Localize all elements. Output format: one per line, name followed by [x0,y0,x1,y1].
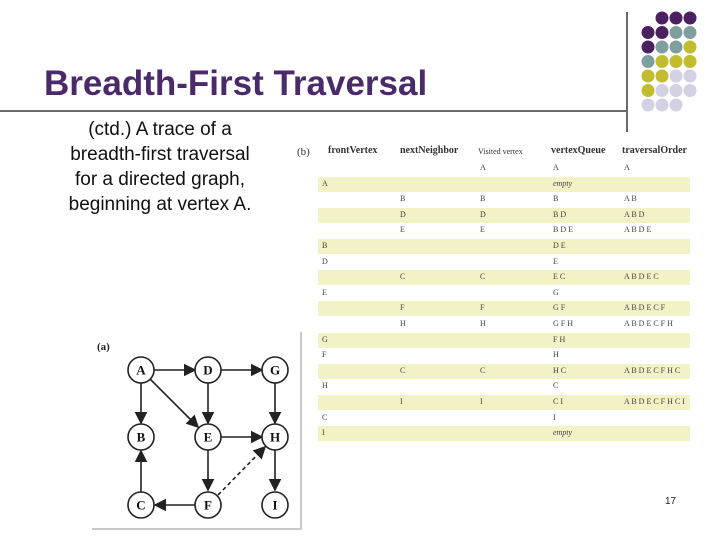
trace-cell-queue: H C [553,365,567,375]
trace-cell-front: C [322,412,328,422]
trace-cell-next: C [400,365,406,375]
graph-node-label: H [269,429,281,445]
trace-cell-visited: H [480,319,486,328]
graph-node-label: F [204,497,212,513]
header-front-vertex: frontVertex [328,145,378,156]
graph-node-label: B [136,429,146,445]
trace-cell-front: D [322,256,328,266]
graph-node-label: G [269,362,281,378]
trace-cell-queue: B D [553,209,567,219]
decorative-dot [642,55,655,68]
trace-cell-next: I [400,397,403,406]
decorative-dot [656,84,669,97]
trace-table-row [318,301,690,316]
trace-table-row [318,379,690,394]
header-vertex-queue: vertexQueue [551,145,606,156]
decorative-dot [656,99,669,112]
page-number: 17 [665,496,677,507]
trace-cell-next: B [400,194,406,204]
trace-table-row [318,395,690,410]
header-traversal-order: traversalOrder [622,145,687,156]
trace-cell-queue: B D E [553,225,573,235]
decorative-dot [684,26,697,39]
decorative-dot [670,26,683,39]
decorative-dot [684,70,697,83]
trace-cell-queue: G F H [553,319,574,328]
trace-cell-queue: G [553,287,559,297]
trace-cell-queue: C [553,381,559,391]
trace-table-row [318,239,690,254]
horizontal-divider [0,110,628,112]
trace-cell-order: A B [624,194,637,204]
decorative-dot [670,70,683,83]
trace-cell-visited: C [480,365,486,375]
decorative-dot [642,41,655,54]
decorative-dot [684,41,697,54]
trace-cell-visited: F [480,303,485,313]
trace-cell-front: E [322,287,327,297]
trace-cell-next: E [400,225,405,235]
trace-cell-front: A [322,178,328,188]
header-visited-vertex: Visited vertex [478,147,523,156]
decorative-dot [656,41,669,54]
trace-cell-visited: E [480,225,485,235]
trace-cell-next: D [400,209,406,219]
trace-cell-queue: B [553,194,559,204]
vertical-divider [626,12,628,132]
trace-cell-queue: G F [553,303,566,313]
trace-table-row [318,364,690,379]
trace-cell-order: A B D [624,209,645,219]
trace-cell-visited: A [480,163,486,172]
trace-cell-queue: A [553,163,559,172]
trace-cell-front: F [322,350,327,360]
slide-body-text: (ctd.) A trace of a breadth-first traversal for a directed graph, beginning at vertex A. [68,119,252,215]
trace-cell-order: A [624,163,630,172]
trace-cell-queue: I [553,412,556,422]
trace-cell-visited: C [480,272,486,282]
decorative-dot [656,12,669,25]
trace-table-row [318,192,690,207]
trace-table-row [318,286,690,301]
trace-cell-order: A B D E C [624,272,659,282]
trace-table-row [318,161,690,176]
graph-node-label: A [136,362,146,378]
decorative-dot [670,99,683,112]
trace-cell-front: G [322,334,328,344]
edge-f-h [218,447,265,495]
trace-table-row [318,348,690,363]
trace-cell-queue: C I [553,397,563,406]
trace-cell-queue: H [553,350,559,360]
trace-table-row [318,411,690,426]
trace-cell-queue: E C [553,272,566,282]
decorative-dot [684,55,697,68]
trace-cell-visited: B [480,194,486,204]
slide-title: Breadth-First Traversal [44,64,428,103]
trace-cell-next: H [400,319,406,328]
trace-cell-order: A B D E C F [624,303,666,313]
graph-node-label: D [203,362,213,378]
trace-cell-next: F [400,303,405,313]
trace-table-row [318,223,690,238]
decorative-dot [670,12,683,25]
decorative-dot-grid [640,10,720,120]
decorative-dot [642,70,655,83]
trace-cell-queue: F H [553,334,566,344]
trace-table-row [318,208,690,223]
graph-node-label: C [136,497,146,513]
decorative-dot [656,55,669,68]
trace-cell-front: I [322,428,325,438]
trace-cell-queue: empty [553,178,573,188]
decorative-dot [656,70,669,83]
trace-table-row [318,177,690,192]
decorative-dot [684,12,697,25]
trace-table-row [318,333,690,348]
header-next-neighbor: nextNeighbor [400,145,459,156]
graph-node-label: I [272,497,278,513]
decorative-dot [656,26,669,39]
trace-cell-front: B [322,241,328,250]
trace-cell-order: A B D E [624,225,652,235]
trace-table-row [318,426,690,441]
trace-cell-queue: E [553,256,558,266]
graph-node-label: E [203,429,213,445]
directed-graph [92,332,300,528]
trace-cell-front: H [322,381,328,391]
decorative-dot [670,84,683,97]
decorative-dot [642,26,655,39]
trace-table-row [318,255,690,270]
trace-cell-order: A B D E C F H C I [624,397,685,406]
trace-cell-queue: empty [553,428,573,438]
decorative-dot [684,84,697,97]
trace-table-row [318,317,690,332]
edge-a-e [150,379,198,427]
decorative-dot [670,41,683,54]
decorative-dot [642,99,655,112]
trace-cell-queue: D E [553,241,566,250]
graph-label: (a) [97,341,110,353]
decorative-dot [670,55,683,68]
trace-cell-visited: I [480,397,483,406]
trace-cell-order: A B D E C F H [624,319,673,328]
trace-table-label: (b) [297,146,310,158]
trace-cell-next: C [400,272,406,282]
trace-cell-visited: D [480,209,486,219]
trace-cell-order: A B D E C F H C [624,365,681,375]
decorative-dot [642,84,655,97]
trace-table-row [318,270,690,285]
